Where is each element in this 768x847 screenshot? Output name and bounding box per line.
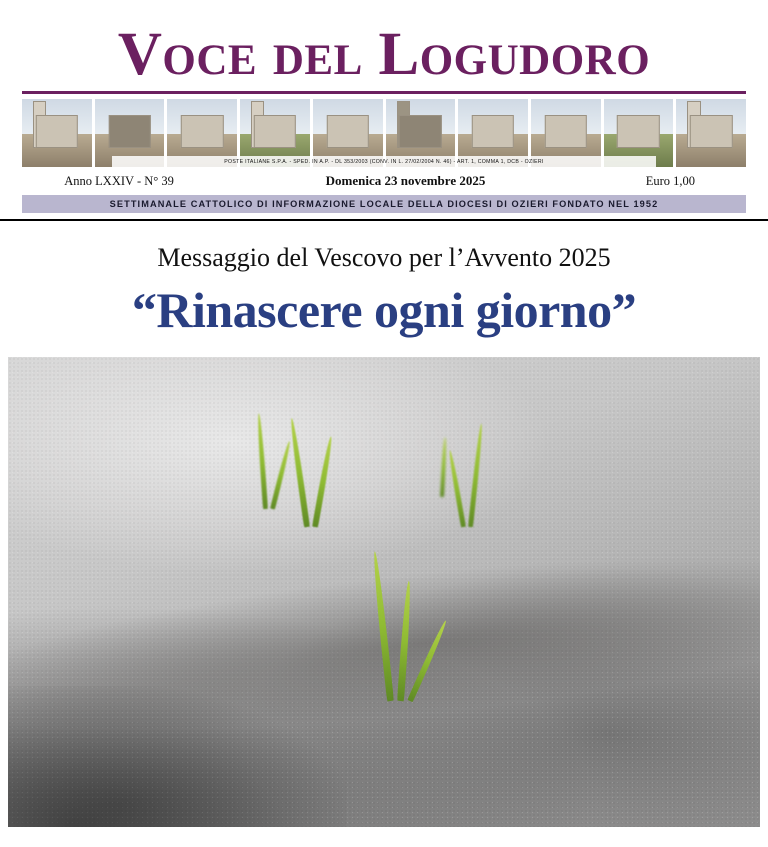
postal-caption-band <box>112 156 656 167</box>
postal-caption: POSTE ITALIANE S.P.A. - SPED. IN A.P. - DL 353/2003 (CONV. IN L. 27/02/2004 N. 46) - ART. 1, COMMA 1, DCB - OZIERI <box>224 159 544 165</box>
article-kicker: Messaggio del Vescovo per l’Avvento 2025 <box>157 243 611 272</box>
subtitle-banner <box>22 195 746 213</box>
issue-number: Anno LXXIV - N° 39 <box>64 173 174 188</box>
strip-photo <box>22 99 92 167</box>
issue-price: Euro 1,00 <box>645 173 696 188</box>
subtitle-banner-text: SETTIMANALE CATTOLICO DI INFORMAZIONE LOCALE DELLA DIOCESI DI OZIERI FONDATO NEL 1952 <box>109 199 659 209</box>
masthead-rule <box>22 91 746 94</box>
lead-article-header <box>0 221 768 337</box>
strip-photo <box>676 99 746 167</box>
article-headline: “Rinascere ogni giorno” <box>131 282 637 338</box>
photo-vignette <box>8 686 346 827</box>
church-photo-strip <box>22 99 746 167</box>
issue-info-row <box>26 173 742 189</box>
masthead <box>0 0 768 213</box>
lead-article-photo <box>8 357 760 827</box>
newspaper-title: Voce del Logudoro <box>117 21 651 88</box>
issue-date: Domenica 23 novembre 2025 <box>325 173 486 188</box>
